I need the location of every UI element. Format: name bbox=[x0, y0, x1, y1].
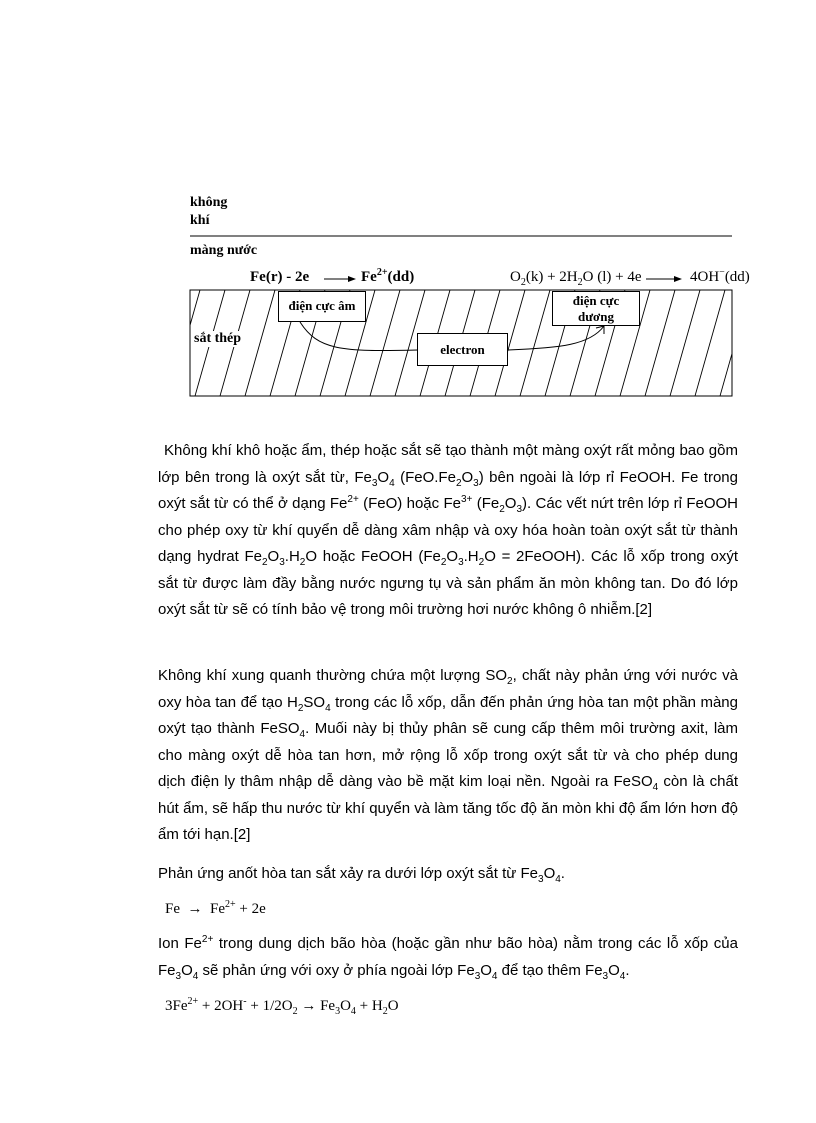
diagram-graphics bbox=[0, 0, 816, 420]
anode-box: điện cực âm bbox=[278, 291, 366, 322]
cathode-equation-right: 4OH−(dd) bbox=[690, 267, 750, 285]
paragraph-anodic-reaction: Phản ứng anốt hòa tan sắt xảy ra dưới lớp oxýt sắt từ $Fe_3O_4$. bbox=[158, 865, 565, 885]
equation-iron-oxidation: $Fe \to Fe^{2+} + 2e$ bbox=[165, 899, 266, 917]
electron-box: electron bbox=[417, 333, 508, 366]
electron-flow-right bbox=[508, 326, 604, 350]
cathode-equation-left: $O_2(k) + 2H_2O$ (l) + 4e bbox=[510, 269, 642, 288]
paragraph-so2-effect: Không khí xung quanh thường chứa một lượng $SO_2$, chất này phản ứng với nước và oxy hòa tan để tạo $H_2SO_4$ trong các lỗ xốp, dẫn đến phản ứng hòa tan một phần màng oxýt tạo thành FeSO$_4$. Muối này bị thủy phân sẽ cung cấp thêm môi trường axit, làm cho màng oxýt dễ hòa tan hơn, mở rộng lỗ xốp trong oxýt sắt từ và cho phép dung dịch điện ly thâm nhập dễ dàng vào bề mặt kim loại nền. Ngoài ra FeSO$_4$ còn là chất hút ẩm, sẽ hấp thu nước từ khí quyển và làm tăng tốc độ ăn mòn khi độ ẩm lớn hơn độ ẩm tới hạn.[2] bbox=[158, 667, 739, 843]
reaction-arrow-icon: → bbox=[301, 998, 317, 1014]
anode-equation-left: Fe(r) - 2e bbox=[250, 269, 310, 285]
steel-label: sắt thép bbox=[194, 331, 242, 346]
anode-equation-right: $Fe^{2+}(dd)$ bbox=[361, 267, 415, 285]
cathode-box: điện cực dương bbox=[552, 291, 640, 326]
paragraph-oxide-film: Không khí khô hoặc ẩm, thép hoặc sắt sẽ tạo thành một màng oxýt rất mỏng bao gồm lớp bên trong là oxýt sắt từ, $Fe_3O_4$ $(FeO.Fe_2O_3)$ bên ngoài là lớp rỉ FeOOH. Fe trong oxýt sắt từ có thể ở dạng $Fe^{2+}$ (FeO) hoặc $Fe^{3+}$ $(Fe_2O_3)$. Các vết nứt trên lớp rỉ FeOOH cho phép oxy từ khí quyển dễ dàng xâm nhập và oxy hóa hoàn toàn oxýt sắt từ thành dạng hydrat $Fe_2O_3.H_2O$ hoặc FeOOH ($Fe_2O_3.H_2O$ = 2FeOOH). Các lỗ xốp trong oxýt sắt từ được làm đầy bằng nước ngưng tụ và sản phẩm ăn mòn không tan. Do đó lớp oxýt sắt từ sẽ có tính bảo vệ trong môi trường hơi nước không ô nhiễm.[2] bbox=[158, 442, 739, 618]
paragraph-fe-ion-reaction: Ion $Fe^{2+}$ trong dung dịch bão hòa (hoặc gần như bão hòa) nằm trong các lỗ xốp của $Fe_3O_4$ sẽ phản ứng với oxy ở phía ngoài lớp $Fe_3O_4$ để tạo thêm $Fe_3O_4$. bbox=[158, 934, 738, 982]
cathode-arrowhead bbox=[674, 276, 682, 282]
reaction-arrow-icon: → bbox=[183, 901, 207, 917]
equation-magnetite-formation: $3Fe^{2+} + 2OH^- + 1/2O_2 \to Fe_3O_4 + H_2O$ bbox=[165, 996, 399, 1017]
air-label-line1: không bbox=[190, 195, 228, 210]
air-label-line2: khí bbox=[190, 213, 210, 228]
water-film-label: màng nước bbox=[190, 243, 258, 258]
anode-arrowhead bbox=[348, 276, 356, 282]
